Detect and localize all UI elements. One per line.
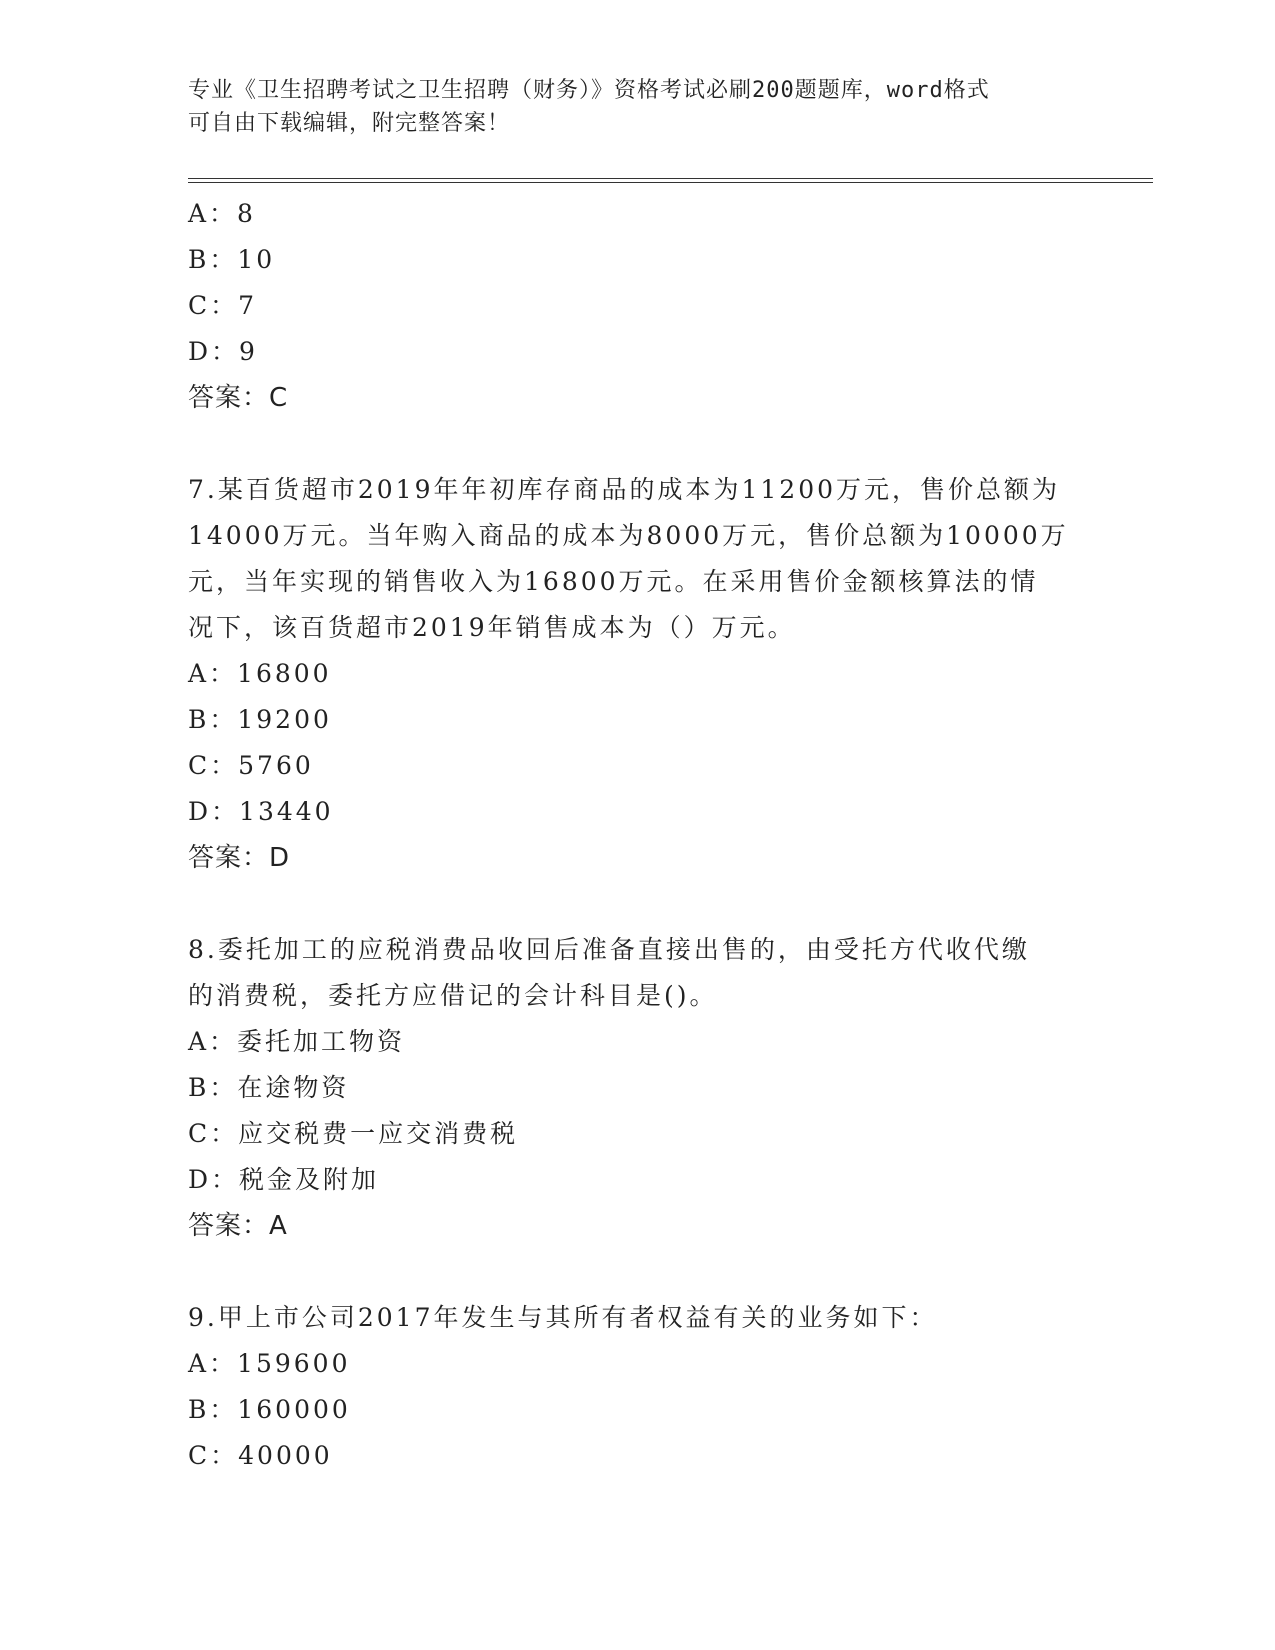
question-stem-line: 8.委托加工的应税消费品收回后准备直接出售的，由受托方代收代缴 (188, 935, 1030, 964)
option-b: B：160000 (188, 1395, 351, 1424)
option-b: B：19200 (188, 705, 332, 734)
option-a: A：159600 (188, 1349, 351, 1378)
option-a: A：委托加工物资 (188, 1027, 406, 1056)
option-b: B：10 (188, 245, 276, 274)
option-d: D：9 (188, 337, 258, 366)
option-c: C：5760 (188, 751, 314, 780)
question-6 (188, 191, 1148, 421)
document-header (188, 74, 1088, 140)
question-stem-line: 的消费税，委托方应借记的会计科目是()。 (188, 981, 718, 1010)
question-stem-line: 14000万元。当年购入商品的成本为8000万元，售价总额为10000万 (188, 521, 1069, 550)
header-line-2: 可自由下载编辑，附完整答案！ (188, 111, 511, 136)
question-stem-line: 况下，该百货超市2019年销售成本为（）万元。 (188, 613, 796, 642)
option-a: A：8 (188, 199, 256, 228)
option-d: D：13440 (188, 797, 334, 826)
question-stem-line: 7.某百货超市2019年年初库存商品的成本为11200万元，售价总额为 (188, 475, 1061, 504)
header-divider (188, 178, 1153, 183)
question-7 (188, 467, 1148, 881)
question-list (188, 191, 1148, 1479)
question-9 (188, 1295, 1148, 1479)
option-c: C：应交税费一应交消费税 (188, 1119, 519, 1148)
option-c: C：7 (188, 291, 258, 320)
option-a: A：16800 (188, 659, 332, 688)
option-d: D：税金及附加 (188, 1165, 380, 1194)
question-stem-line: 元，当年实现的销售收入为16800万元。在采用售价金额核算法的情 (188, 567, 1039, 596)
question-stem-line: 9.甲上市公司2017年发生与其所有者权益有关的业务如下： (188, 1303, 938, 1332)
answer: 答案：C (188, 383, 289, 413)
question-8 (188, 927, 1148, 1249)
header-line-1: 专业《卫生招聘考试之卫生招聘（财务）》资格考试必刷200题题库，word格式 (188, 78, 990, 103)
option-b: B：在途物资 (188, 1073, 350, 1102)
answer: 答案：D (188, 843, 291, 873)
answer: 答案：A (188, 1211, 288, 1241)
option-c: C：40000 (188, 1441, 333, 1470)
